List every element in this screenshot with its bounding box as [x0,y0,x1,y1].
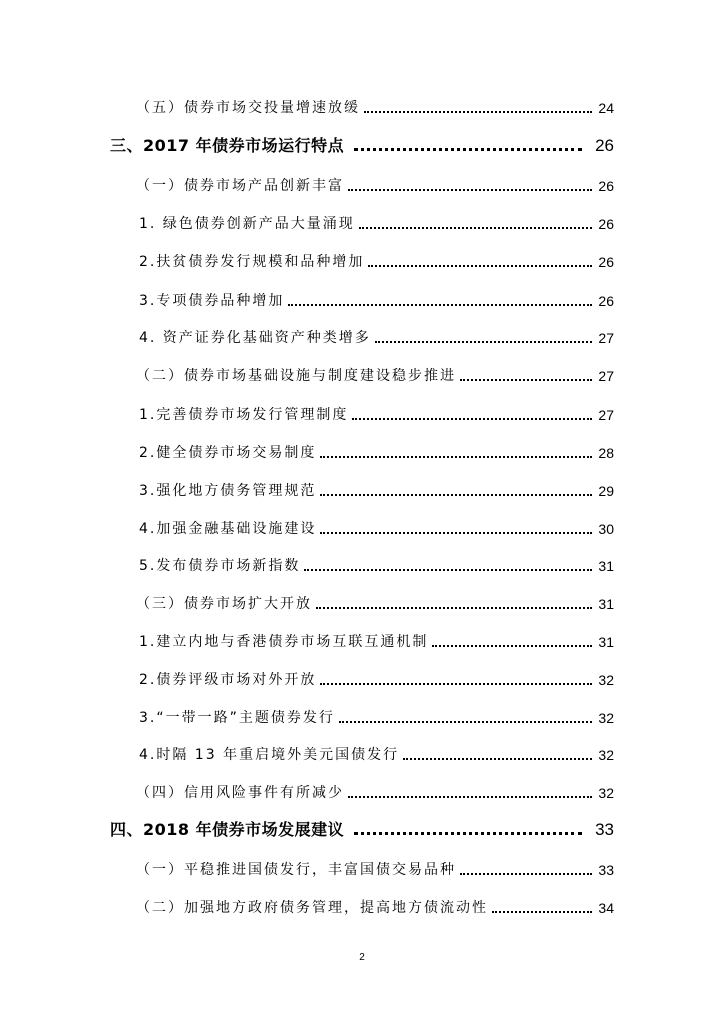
toc-entry-page: 30 [598,521,614,537]
toc-entry-title: （二）债券市场基础设施与制度建设稳步推进 [136,368,456,384]
toc-entry[interactable] [139,399,614,425]
toc-entry-page: 24 [598,100,614,116]
toc-entry-title: （一）债券市场产品创新丰富 [136,178,344,194]
toc-entry-page: 27 [598,330,614,346]
toc-entry-page: 34 [598,900,614,916]
toc-entry-page: 33 [595,820,614,839]
toc-entry-page: 31 [598,634,614,650]
toc-entry-title: 4.时隔 13 年重启境外美元国债发行 [139,747,400,763]
toc-entry-title: 5.发布债券市场新指数 [139,558,301,574]
toc-entry-page: 27 [598,368,614,384]
dot-leader [316,607,592,609]
toc-entry[interactable] [136,170,614,196]
toc-entry[interactable] [139,739,614,765]
toc-entry[interactable] [139,626,614,652]
toc-entry[interactable] [136,892,614,918]
toc-entry[interactable] [139,322,614,348]
toc-entry-title: 2.扶贫债券发行规模和品种增加 [139,254,365,270]
toc-entry[interactable] [139,664,614,690]
toc-entry-page: 29 [598,483,614,499]
toc-entry-title: 4. 资产证券化基础资产种类增多 [139,330,371,346]
toc-entry-page: 26 [598,216,614,232]
toc-entry-page: 26 [598,178,614,194]
toc-entry-title: （四）信用风险事件有所减少 [136,785,344,801]
dot-leader [304,569,592,571]
dot-leader [432,645,592,647]
toc-entry[interactable] [139,550,614,576]
toc-entry-title: 3.“一带一路”主题债券发行 [139,710,335,726]
toc-entry[interactable] [136,92,614,118]
toc-entry-title: 3.强化地方债务管理规范 [139,483,317,499]
toc-entry-title: （五）债券市场交投量增速放缓 [136,100,360,116]
toc-entry-page: 33 [598,862,614,878]
toc-entry-page: 26 [598,293,614,309]
toc-entry-title: 四、2018 年债券市场发展建议 [110,820,345,839]
toc-entry-title: 1.完善债券市场发行管理制度 [139,407,349,423]
toc-entry[interactable] [136,588,614,614]
toc-entry-title: 2.债券评级市场对外开放 [139,672,317,688]
toc-entry-page: 32 [598,747,614,763]
dot-leader [288,304,592,306]
toc-entry[interactable] [139,475,614,501]
toc-entry-title: 2.健全债券市场交易制度 [139,445,317,461]
toc-entry-page: 26 [598,254,614,270]
dot-leader [368,265,592,267]
toc-entry-title: （三）债券市场扩大开放 [136,596,312,612]
dot-leader [492,911,592,913]
toc-entry-page: 32 [598,785,614,801]
toc-entry-page: 28 [598,445,614,461]
dot-leader [403,758,592,760]
toc-entry[interactable] [136,777,614,803]
dot-leader [320,683,592,685]
toc-entry-title: 1.建立内地与香港债券市场互联互通机制 [139,634,429,650]
toc-entry-title: 4.加强金融基础设施建设 [139,521,317,537]
dot-leader [460,379,592,381]
dot-leader [375,341,592,343]
dot-leader [348,189,592,191]
toc-section-heading[interactable] [110,812,614,842]
toc-entry[interactable] [139,513,614,539]
toc-entry-title: 三、2017 年债券市场运行特点 [110,136,345,155]
toc-entry-title: （二）加强地方政府债务管理，提高地方债流动性 [136,900,488,916]
toc-entry[interactable] [139,437,614,463]
toc-entry-title: 1. 绿色债券创新产品大量涌现 [139,216,355,232]
toc-entry-page: 32 [598,672,614,688]
dot-leader [320,456,592,458]
dot-leader [354,832,582,835]
toc-entry[interactable] [139,246,614,272]
toc-section-heading[interactable] [110,128,614,158]
dot-leader [364,111,592,113]
dot-leader [354,148,582,151]
toc-entry-page: 31 [598,596,614,612]
dot-leader [352,418,592,420]
toc-entry[interactable] [139,208,614,234]
dot-leader [348,796,592,798]
toc-entry-title: 3.专项债券品种增加 [139,293,285,309]
toc-entry[interactable] [136,854,614,880]
toc-entry-page: 26 [595,136,614,155]
toc-entry-page: 31 [598,558,614,574]
dot-leader [359,227,592,229]
dot-leader [320,494,592,496]
dot-leader [339,721,592,723]
page-number: 2 [359,952,365,963]
toc-entry[interactable] [139,702,614,728]
dot-leader [460,873,592,875]
dot-leader [320,532,592,534]
toc-entry-title: （一）平稳推进国债发行，丰富国债交易品种 [136,862,456,878]
toc-entry[interactable] [136,360,614,386]
toc-entry[interactable] [139,285,614,311]
toc-entry-page: 27 [598,407,614,423]
toc-entry-page: 32 [598,710,614,726]
